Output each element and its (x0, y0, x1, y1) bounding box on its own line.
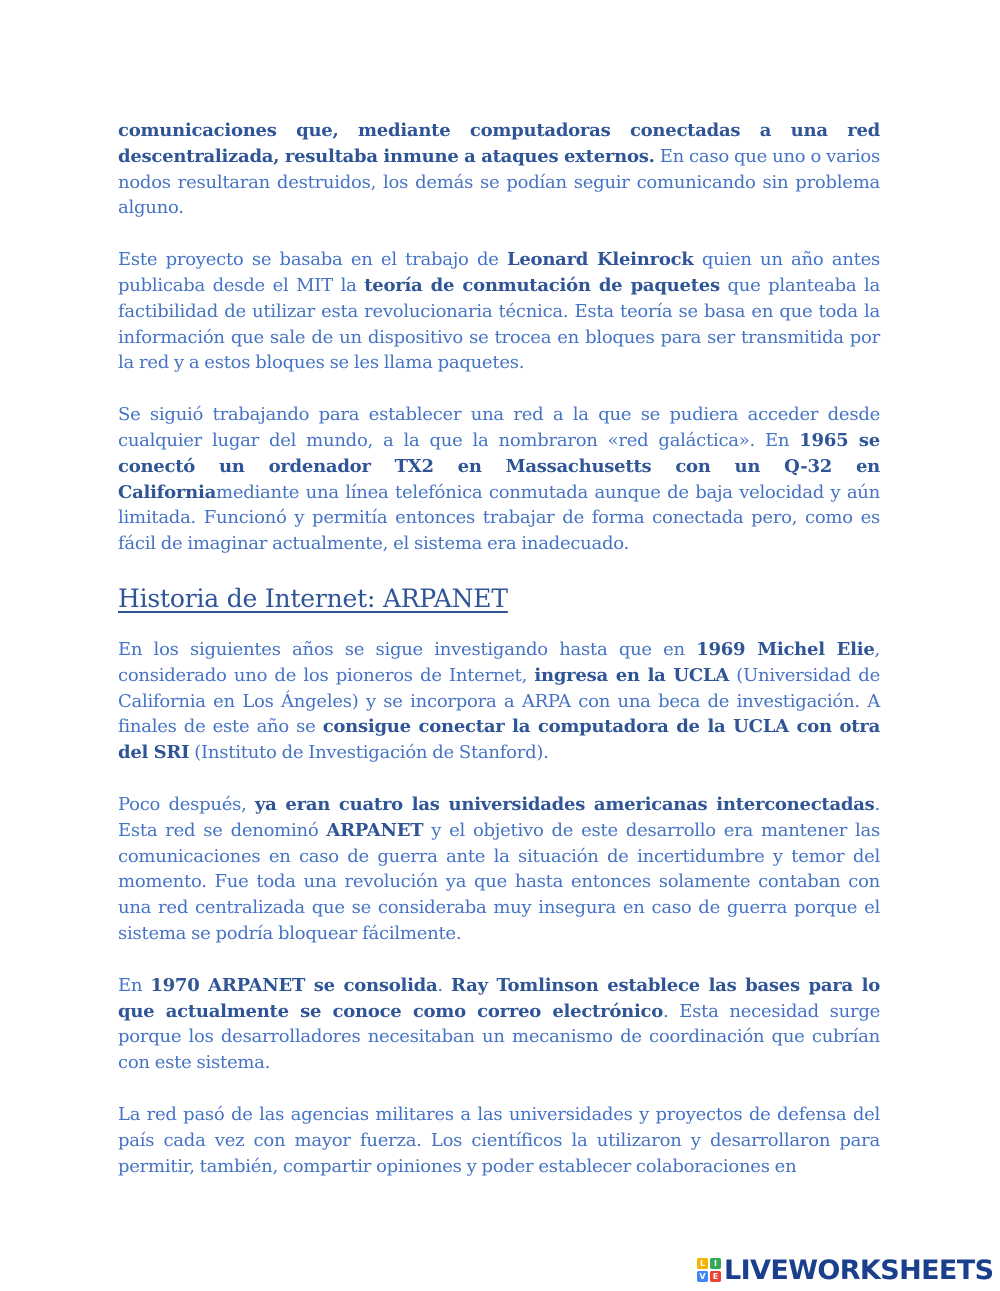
logo-mark-icon (697, 1258, 721, 1282)
liveworksheets-logo[interactable] (697, 1255, 993, 1285)
bold-text: ingresa en la UCLA (534, 664, 730, 686)
bold-text: comunicaciones que, mediante computadoras conectadas a una red descentralizada, resultaba inmune a ataques externos. (118, 120, 880, 167)
text-span: En caso que uno o varios nodos resultaran destruidos, los demás se podían seguir comunicando sin problema alguno. (118, 145, 880, 219)
text-span: . (437, 974, 452, 996)
paragraph-4 (118, 637, 880, 766)
document-page (118, 118, 880, 1205)
text-span: . Esta red se denominó (118, 793, 881, 841)
text-span: (Universidad de California en Los Ángeles) y se incorpora a ARPA con una beca de investigación. A finales de este año se (118, 664, 880, 738)
bold-text: teoría de conmutación de paquetes (364, 274, 720, 296)
text-span: La red pasó de las agencias militares a las universidades y proyectos de defensa del país cada vez con mayor fuerza. Los científicos la utilizaron y desarrollaron para permitir, también, compartir opiniones y poder establecer colaboraciones en (118, 1103, 880, 1177)
bold-text: 1969 Michel Elie (696, 638, 875, 660)
logo-letter: E (710, 1271, 721, 1282)
text-span: (Instituto de Investigación de Stanford). (189, 742, 549, 764)
text-span: mediante una línea telefónica conmutada aunque de baja velocidad y aún limitada. Funcionó y permitía entonces trabajar de forma conectada pero, como es fácil de imaginar actualmente, el sistema era inadecuado. (118, 481, 880, 555)
text-span: En (118, 974, 151, 996)
text-span: quien un año antes publicaba desde el MIT la (118, 249, 880, 296)
text-span: Este proyecto se basaba en el trabajo de (118, 249, 507, 271)
bold-text: consigue conectar la computadora de la UCLA con otra del SRI (118, 716, 880, 764)
logo-letter: I (710, 1258, 721, 1269)
paragraph-1 (118, 118, 880, 221)
text-span: Se siguió trabajando para establecer una red a la que se pudiera acceder desde cualquier lugar del mundo, a la que la nombraron «red galáctica». En (118, 404, 880, 451)
paragraph-7 (118, 1102, 880, 1179)
text-span: , considerado uno de los pioneros de Internet, (118, 638, 880, 686)
logo-text: LIVEWORKSHEETS (724, 1254, 994, 1286)
section-heading: Historia de Internet: ARPANET (118, 583, 508, 613)
paragraph-6 (118, 973, 880, 1076)
text-span: y el objetivo de este desarrollo era mantener las comunicaciones en caso de guerra ante la situación de incertidumbre y temor del momento. Fue toda una revolución ya que hasta entonces solamente contaban con una red centralizada que se consideraba muy insegura en caso de guerra porque el sistema se podría bloquear fácilmente. (118, 819, 880, 944)
bold-text: 1965 se conectó un ordenador TX2 en Massachusetts con un Q-32 en California (118, 429, 880, 503)
bold-text: ARPANET (326, 819, 424, 841)
logo-letter: L (697, 1258, 708, 1269)
text-span: Poco después, (118, 793, 255, 815)
bold-text: 1970 ARPANET se consolida (150, 974, 438, 996)
bold-text: Leonard Kleinrock (506, 249, 694, 271)
logo-letter: V (697, 1271, 708, 1282)
paragraph-3 (118, 402, 880, 557)
text-span: En los siguientes años se sigue investigando hasta que en (118, 638, 697, 660)
bold-text: Ray Tomlinson establece las bases para lo que actualmente se conoce como correo electrónico (118, 974, 880, 1022)
paragraph-2 (118, 247, 880, 376)
bold-text: ya eran cuatro las universidades americanas interconectadas (254, 793, 875, 815)
paragraph-5 (118, 792, 880, 947)
text-span: que planteaba la factibilidad de utilizar esta revolucionaria técnica. Esta teoría se basa en que toda la información que sale de un dispositivo se trocea en bloques para ser transmitida por la red y a estos bloques se les llama paquetes. (118, 274, 881, 374)
text-span: . Esta necesidad surge porque los desarrolladores necesitaban un mecanismo de coordinación que cubrían con este sistema. (118, 1000, 880, 1074)
